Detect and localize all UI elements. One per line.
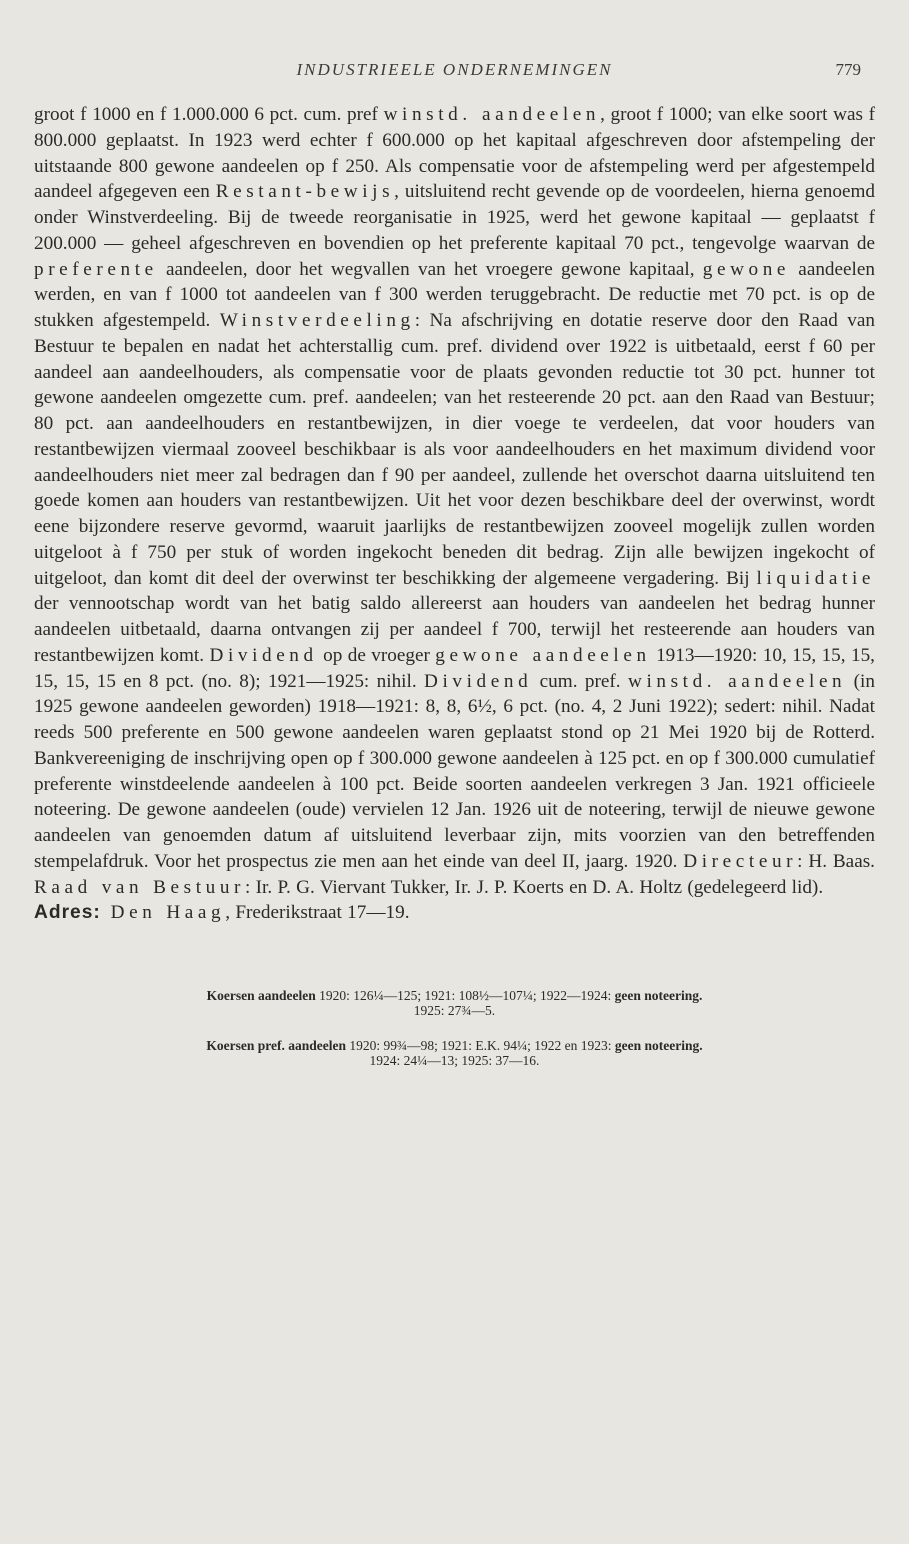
koersen-values: 1920: 126¼—125; 1921: 108½—107¼; 1922—1924: — [315, 988, 615, 1003]
text-segment: , groot f 1000; van elke soort was f 800.000 geplaatst. In 1923 werd echter f 600.000 op het kapitaal afgeschreven door afstempeling der uitstaande 800 gewone aandeelen op f 250. Als compensatie voor de afstempeling werd per afgestempeld aandeel afgegeven een — [34, 104, 875, 203]
address-line — [34, 900, 875, 926]
text-segment: der vennootschap wordt van het batig saldo allereerst aan houders van aandeelen het bedrag hunner aandeelen uitbetaald, daarna ontvangen zij per aandeel f 700, terwijl het resteerende aan houders van restantbewijzen komt. — [34, 593, 875, 666]
spaced-term: gewone — [702, 258, 791, 280]
spaced-term: Directeur — [683, 850, 798, 872]
text-segment: , uitsluitend recht gevende op de voordeelen, hierna genoemd onder Winstverdeeling. Bij de tweede reorganisatie in 1925, werd het gewone kapitaal — geplaatst f 200.000 — geheel afgeschreven en bovendien op het preferente kapitaal 70 pct., tengevolge waarvan de — [34, 181, 875, 254]
spaced-term: winstd. aandeelen — [383, 104, 601, 125]
spaced-term: Dividend — [209, 644, 318, 666]
text-segment: : H. Baas. — [797, 850, 875, 872]
address-label: Adres: — [34, 902, 101, 924]
spaced-term: Dividend — [424, 670, 533, 692]
koersen-line-2: 1925: 27¾—5. — [413, 1003, 496, 1018]
koersen-pref-shares — [34, 1038, 875, 1068]
spaced-term: winstd. aandeelen — [627, 670, 847, 692]
koersen-line-2: 1924: 24¼—13; 1925: 37—16. — [369, 1053, 540, 1068]
address-city: Den Haag — [100, 902, 226, 924]
page-number: 779 — [835, 60, 861, 79]
main-paragraph — [34, 102, 875, 900]
koersen-values: 1920: 99¾—98; 1921: E.K. 94¼; 1922 en 1923: — [346, 1038, 615, 1053]
running-title: INDUSTRIEELE ONDERNEMINGEN — [296, 60, 613, 79]
text-segment: 1913—1920: 10, 15, 15, 15, 15, 15, 15 en 8 pct. (no. 8); 1921—1925: nihil. — [34, 644, 875, 692]
spaced-term: Raad van Bestuur — [34, 876, 246, 898]
text-segment: : Ir. P. G. Viervant Tukker, Ir. J. P. Koerts en D. A. Holtz (gedelegeerd lid). — [245, 876, 824, 898]
text-segment: cum. pref. — [532, 670, 628, 692]
koersen-tail: geen noteering. — [614, 988, 703, 1003]
spaced-term: preferente — [34, 258, 158, 280]
koersen-shares — [34, 988, 875, 1018]
running-header — [34, 60, 875, 94]
address-street: , Frederikstraat 17—19. — [225, 902, 410, 924]
text-segment: aandeelen werden, en van f 1000 tot aandeelen van f 300 werden teruggebracht. De reductie met 70 pct. is op de stukken afgestempeld. — [34, 258, 875, 331]
spaced-term: Winstverdeeling — [219, 310, 415, 331]
text-segment: : Na afschrijving en dotatie reserve door den Raad van Bestuur te bepalen en nadat het achterstallig cum. pref. dividend over 1922 is uitbetaald, eerst f 60 per aandeel aan aandeelhouders, als compensatie voor de plaats gevonden reductie tot 30 pct. hunner tot gewone aandeelen omgezette cum. pref. aandeelen; van het resteerende 20 pct. aan den Raad van Bestuur; 80 pct. aan aandeelhouders en restantbewijzen, in dier voege te verdeelen, dat voor houders van restantbewijzen viermaal zooveel beschikbaar is als voor aandeelhouders en het maximum dividend voor aandeelhouders niet meer zal bedragen dan f 90 per aandeel, zullende het overschot daarna uitsluitend ten goede komen aan houders van restantbewijzen. Uit het voor dezen beschikbare deel der overwinst, wordt eene bijzondere reserve gevormd, waaruit jaarlijks de restantbewijzen zooveel mogelijk zullen worden uitgeloot à f 750 per stuk of worden ingekocht beneden dit bedrag. Zijn alle bewijzen ingekocht of uitgeloot, dan komt dit deel der overwinst ter beschikking der algemeene vergadering. Bij — [34, 310, 875, 589]
koersen-line-1 — [34, 988, 875, 1003]
text-segment: (in 1925 gewone aandeelen geworden) 1918—1921: 8, 8, 6½, 6 pct. (no. 4, 2 Juni 1922); sedert: nihil. Nadat reeds 500 preferente en 500 gewone aandeelen waren geplaatst stond op 21 Mei 1920 bij de Rotterd. Bankvereeniging de inschrijving open op f 300.000 gewone aandeelen à 125 pct. en op f 300.000 cumulatief preferente winstdeelende aandeelen à 100 pct. Beide soorten aandeelen verkregen 3 Jan. 1921 officieele noteering. De gewone aandeelen (oude) vervielen 12 Jan. 1926 uit de noteering, terwijl de nieuwe gewone aandeelen van genoemden datum af uitsluitend leverbaar zijn, mits voorzien van den betreffenden stempelafdruk. Voor het prospectus zie men aan het einde van deel II, jaarg. 1920. — [34, 670, 875, 872]
body-text — [34, 102, 875, 926]
text-segment: op de vroeger — [317, 644, 436, 666]
spaced-term: liquidatie — [756, 567, 875, 589]
koersen-label: Koersen pref. aandeelen — [206, 1038, 346, 1053]
text-segment: aandeelen, door het wegvallen van het vroegere gewone kapitaal, — [157, 258, 703, 280]
koersen-tail: geen noteering. — [614, 1038, 703, 1053]
koersen-line-1 — [34, 1038, 875, 1053]
spaced-term: Restant-bewijs — [215, 181, 395, 203]
text-segment: groot f 1000 en f 1.000.000 6 pct. cum. pref — [34, 104, 384, 125]
koersen-label: Koersen aandeelen — [206, 988, 316, 1003]
spaced-term: gewone aandeelen — [435, 644, 651, 666]
